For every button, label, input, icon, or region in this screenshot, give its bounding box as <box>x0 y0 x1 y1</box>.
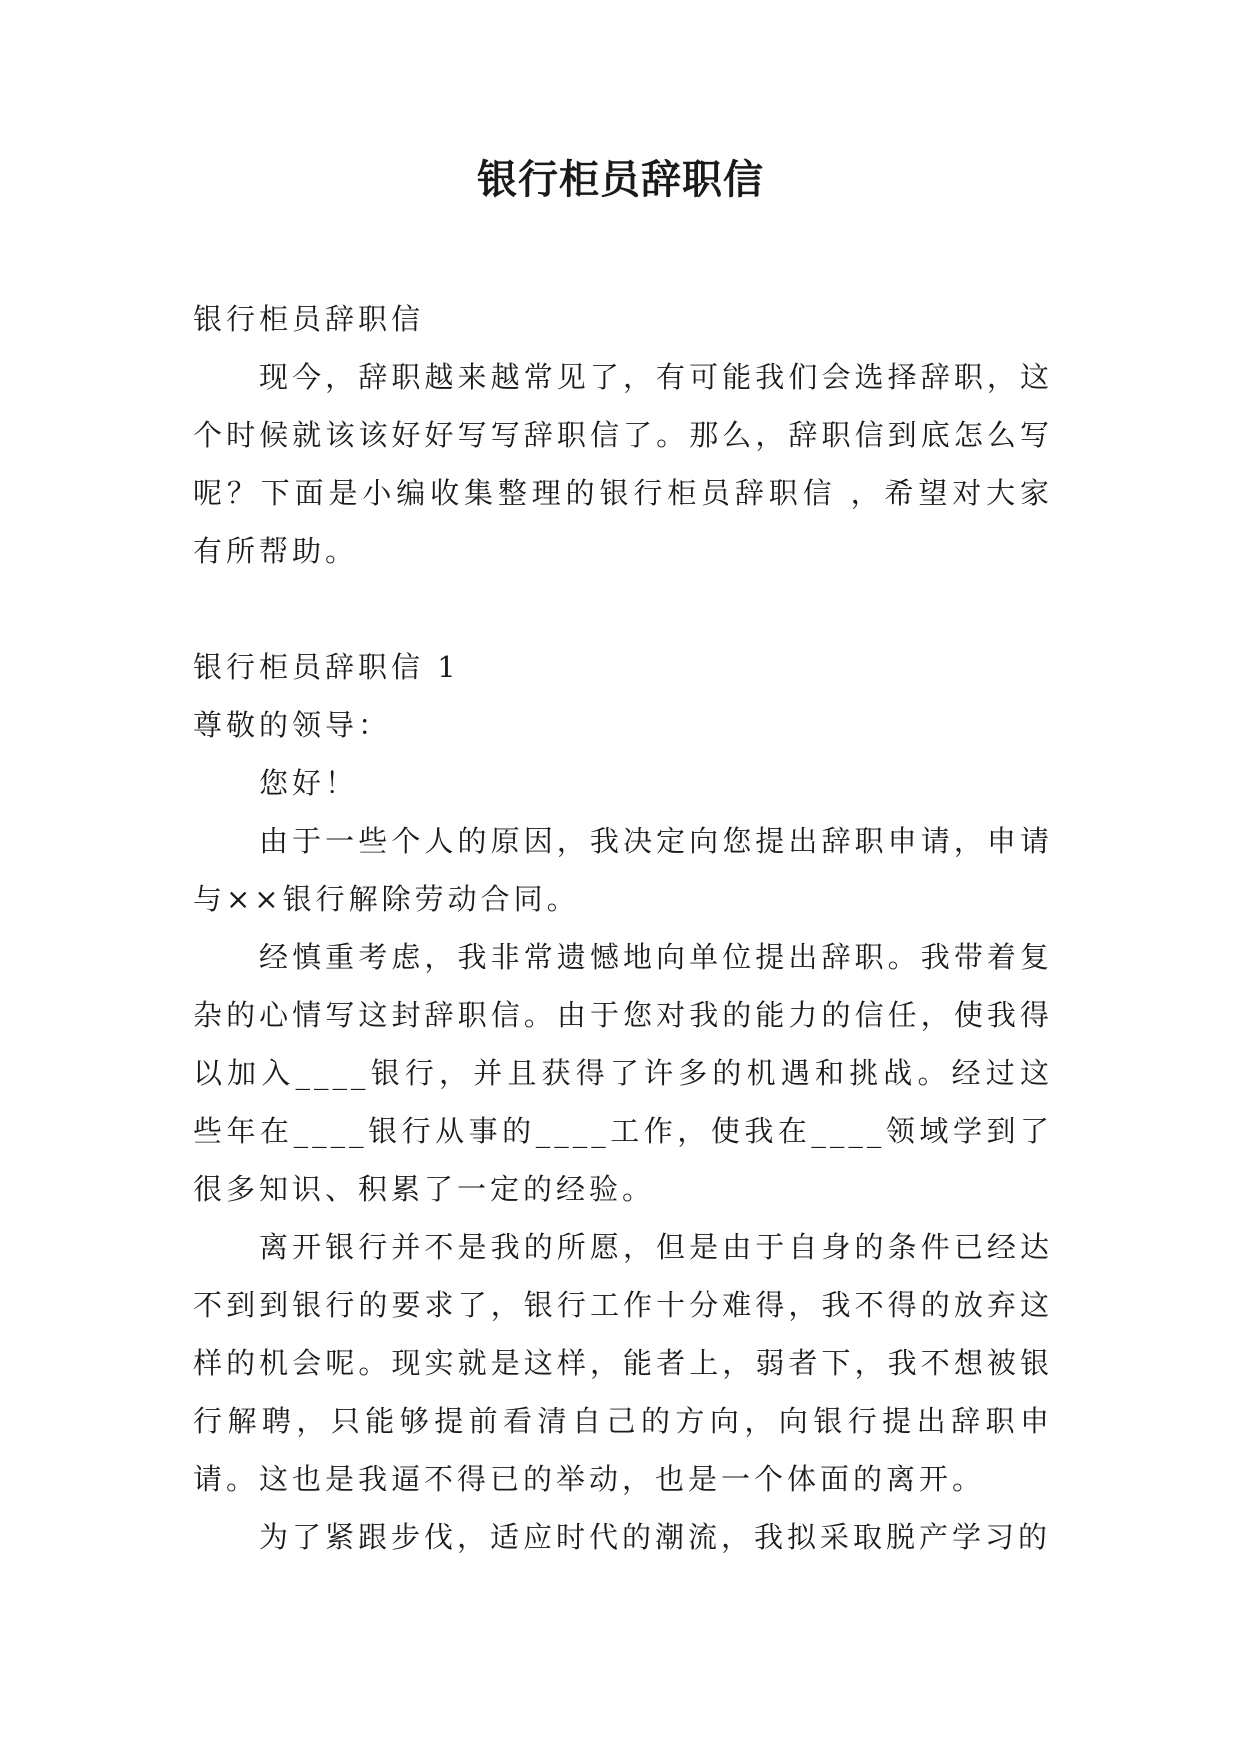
section-heading: 银行柜员辞职信 1 <box>193 650 460 684</box>
body-paragraph: 经慎重考虑，我非常遗憾地向单位提出辞职。我带着复杂的心情写这封辞职信。由于您对我的能力的信任，使我得以加入____银行，并且获得了许多的机遇和挑战。经过这些年在____银行从事的____工作，使我在____领域学到了很多知识、积累了一定的经验。 <box>193 940 1053 1206</box>
body-paragraph: 由于一些个人的原因，我决定向您提出辞职申请，申请与××银行解除劳动合同。 <box>193 824 1053 916</box>
document-title: 银行柜员辞职信 <box>477 157 764 203</box>
intro-paragraph: 现今，辞职越来越常见了，有可能我们会选择辞职，这个时候就该该好好写写辞职信了。那么，辞职信到底怎么写呢？下面是小编收集整理的银行柜员辞职信 ，希望对大家有所帮助。 <box>193 360 1053 568</box>
section-spacer <box>193 580 1053 638</box>
body-paragraph: 离开银行并不是我的所愿，但是由于自身的条件已经达不到到银行的要求了，银行工作十分难得，我不得的放弃这样的机会呢。现实就是这样，能者上，弱者下，我不想被银行解聘，只能够提前看清自己的方向，向银行提出辞职申请。这也是我逼不得已的举动，也是一个体面的离开。 <box>193 1230 1053 1496</box>
document-body <box>193 290 1053 1566</box>
greeting: 您好！ <box>259 766 359 800</box>
body-paragraph: 为了紧跟步伐，适应时代的潮流，我拟采取脱产学习的 <box>259 1520 1052 1554</box>
intro-heading: 银行柜员辞职信 <box>193 302 425 336</box>
salutation: 尊敬的领导： <box>193 708 392 742</box>
